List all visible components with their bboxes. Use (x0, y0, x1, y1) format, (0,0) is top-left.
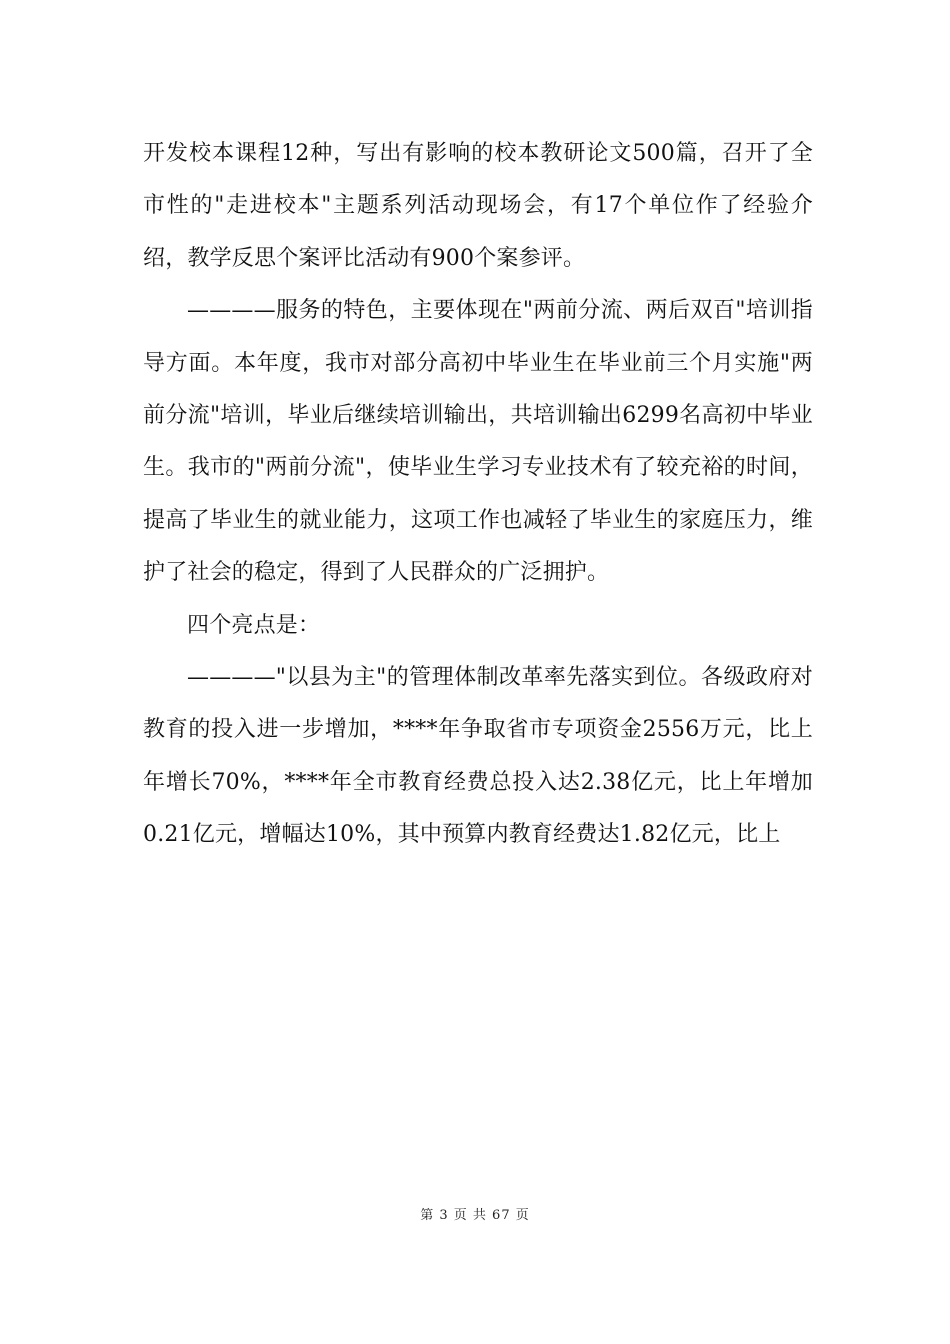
paragraph-school-curriculum: 开发校本课程12种，写出有影响的校本教研论文500篇，召开了全市性的"走进校本"主题系列活动现场会，有17个单位作了经验介绍，教学反思个案评比活动有900个案参评。 (143, 141, 813, 271)
paragraph-four-highlights-heading: 四个亮点是： (187, 612, 321, 638)
page-footer: 第 3 页 共 67 页 (420, 1208, 530, 1223)
paragraph-management-reform: ————"以县为主"的管理体制改革率先落实到位。各级政府对教育的投入进一步增加，****年争取省市专项资金2556万元，比上年增长70%，****年全市教育经费总投入达2.38亿元，比上年增加0.21亿元，增幅达10%，其中预算内教育经费达1.82亿元，比上 (143, 665, 813, 848)
document-body (143, 128, 813, 862)
paragraph-service-feature: ————服务的特色，主要体现在"两前分流、两后双百"培训指导方面。本年度，我市对部分高初中毕业生在毕业前三个月实施"两前分流"培训，毕业后继续培训输出，共培训输出6299名高初中毕业生。我市的"两前分流"，使毕业生学习专业技术有了较充裕的时间，提高了毕业生的就业能力，这项工作也减轻了毕业生的家庭压力，维护了社会的稳定，得到了人民群众的广泛拥护。 (143, 298, 813, 586)
